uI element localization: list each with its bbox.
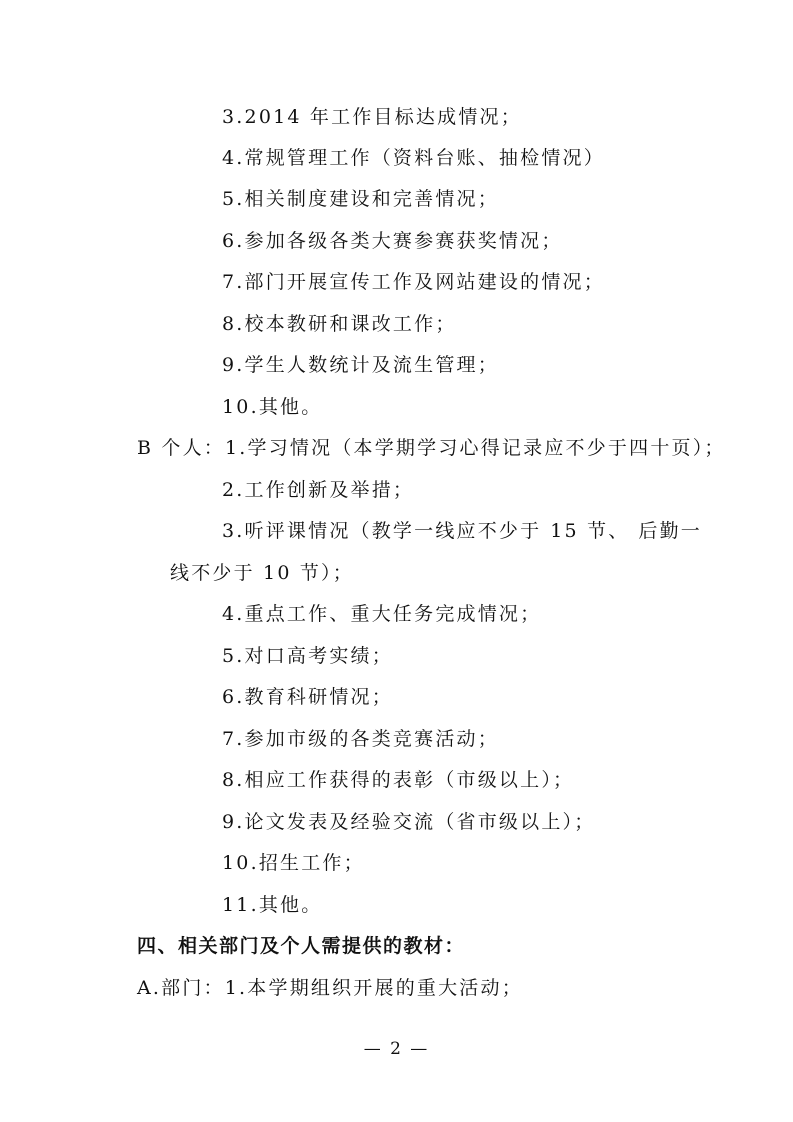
personal-item-3 bbox=[222, 519, 702, 543]
personal-item-7: 7.参加市级的各类竞赛活动； bbox=[222, 728, 499, 750]
section-4-heading: 四、相关部门及个人需提供的教材： bbox=[137, 935, 466, 957]
dept-item-3: 3.2014 年工作目标达成情况； bbox=[222, 106, 522, 128]
section-4-dept-lead: A.部门：1.本学期组织开展的重大活动； bbox=[137, 977, 523, 999]
personal-item-11: 11.其他。 bbox=[222, 894, 323, 916]
personal-item-3-part1: 3.听评课情况（教学一线应不少于 bbox=[222, 520, 542, 542]
dept-item-5: 5.相关制度建设和完善情况； bbox=[222, 188, 499, 210]
dept-item-7: 7.部门开展宣传工作及网站建设的情况； bbox=[222, 271, 605, 293]
personal-item-4: 4.重点工作、重大任务完成情况； bbox=[222, 603, 542, 625]
personal-item-8: 8.相应工作获得的表彰（市级以上）； bbox=[222, 769, 575, 791]
dept-item-8: 8.校本教研和课改工作； bbox=[222, 313, 457, 335]
personal-item-5: 5.对口高考实绩； bbox=[222, 645, 393, 667]
personal-item-10: 10.招生工作； bbox=[222, 852, 365, 874]
personal-item-3-part2: 15 节、 bbox=[550, 520, 630, 542]
personal-item-3-part3: 后勤一 bbox=[638, 520, 702, 542]
dept-item-4: 4.常规管理工作（资料台账、抽检情况） bbox=[222, 147, 605, 169]
personal-item-3-continued: 线不少于 10 节）； bbox=[170, 562, 354, 584]
dept-item-10: 10.其他。 bbox=[222, 396, 323, 418]
personal-item-2: 2.工作创新及举措； bbox=[222, 479, 415, 501]
dept-item-6: 6.参加各级各类大赛参赛获奖情况； bbox=[222, 230, 563, 252]
personal-item-9: 9.论文发表及经验交流（省市级以上）； bbox=[222, 811, 596, 833]
personal-item-6: 6.教育科研情况； bbox=[222, 686, 393, 708]
dept-item-9: 9.学生人数统计及流生管理； bbox=[222, 354, 499, 376]
personal-lead: B 个人：1.学习情况（本学期学习心得记录应不少于四十页）； bbox=[137, 437, 726, 459]
page-number: — 2 — bbox=[363, 1039, 430, 1059]
